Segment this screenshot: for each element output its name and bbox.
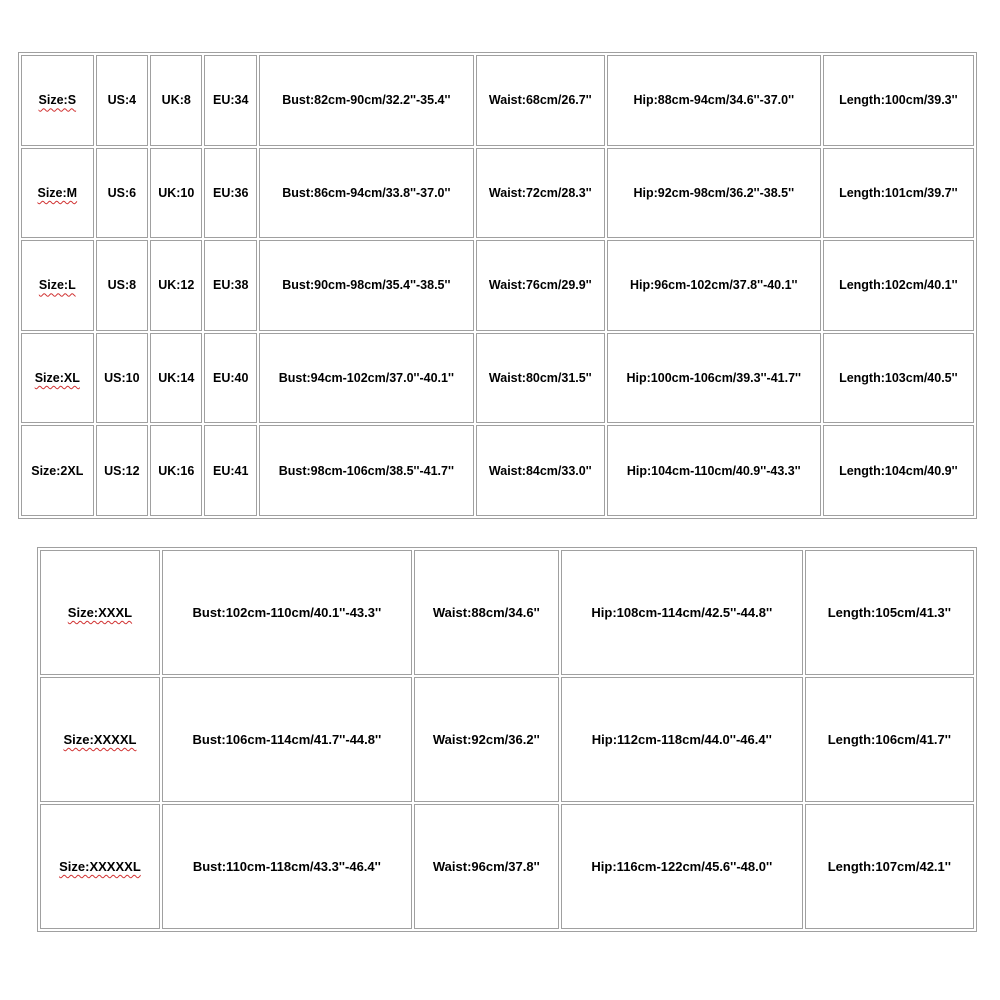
bust-value: Bust:106cm-114cm/41.7''-44.8'' xyxy=(192,732,382,747)
table-row xyxy=(40,677,974,802)
us-size-cell xyxy=(96,148,148,239)
bust-cell xyxy=(259,425,474,516)
bust-cell xyxy=(259,333,474,424)
size-cell xyxy=(21,333,94,424)
bust-value: Bust:102cm-110cm/40.1''-43.3'' xyxy=(192,605,382,620)
length-cell xyxy=(805,550,974,675)
us-size-cell xyxy=(96,333,148,424)
size-cell xyxy=(21,425,94,516)
eu-size-cell xyxy=(204,55,256,146)
size-cell xyxy=(21,55,94,146)
size-cell xyxy=(21,148,94,239)
waist-value: Waist:68cm/26.7'' xyxy=(488,93,592,108)
table-row xyxy=(21,333,974,424)
bust-cell xyxy=(259,148,474,239)
bust-cell xyxy=(259,55,474,146)
uk-size-value: UK:14 xyxy=(158,371,195,386)
length-cell xyxy=(823,333,974,424)
eu-size-value: EU:38 xyxy=(212,278,249,293)
waist-cell xyxy=(476,55,605,146)
uk-size-value: UK:10 xyxy=(158,185,195,200)
eu-size-value: EU:41 xyxy=(212,463,249,478)
us-size-value: US:8 xyxy=(107,278,137,293)
waist-cell xyxy=(476,148,605,239)
eu-size-cell xyxy=(204,148,256,239)
size-cell xyxy=(40,804,160,929)
size-value: Size:M xyxy=(37,185,78,200)
waist-cell xyxy=(476,333,605,424)
uk-size-cell xyxy=(150,333,202,424)
hip-cell xyxy=(607,148,821,239)
hip-value: Hip:116cm-122cm/45.6''-48.0'' xyxy=(591,859,773,874)
table-row xyxy=(21,55,974,146)
hip-cell xyxy=(561,550,803,675)
uk-size-cell xyxy=(150,148,202,239)
us-size-value: US:10 xyxy=(104,371,140,386)
bust-cell xyxy=(162,804,412,929)
length-value: Length:101cm/39.7'' xyxy=(839,185,958,200)
uk-size-value: UK:16 xyxy=(158,463,195,478)
waist-cell xyxy=(414,550,559,675)
table-row xyxy=(21,425,974,516)
waist-cell xyxy=(414,677,559,802)
size-value: Size:XXXXXL xyxy=(59,859,141,874)
hip-value: Hip:88cm-94cm/34.6''-37.0'' xyxy=(633,93,795,108)
bust-cell xyxy=(259,240,474,331)
waist-cell xyxy=(476,240,605,331)
length-cell xyxy=(805,677,974,802)
hip-cell xyxy=(561,804,803,929)
hip-value: Hip:100cm-106cm/39.3''-41.7'' xyxy=(626,371,801,386)
length-cell xyxy=(805,804,974,929)
bust-value: Bust:110cm-118cm/43.3''-46.4'' xyxy=(192,859,381,874)
bust-value: Bust:98cm-106cm/38.5''-41.7'' xyxy=(278,463,454,478)
waist-value: Waist:88cm/34.6'' xyxy=(432,605,540,620)
length-cell xyxy=(823,425,974,516)
hip-value: Hip:92cm-98cm/36.2''-38.5'' xyxy=(633,185,795,200)
hip-cell xyxy=(561,677,803,802)
bust-cell xyxy=(162,550,412,675)
length-value: Length:106cm/41.7'' xyxy=(827,732,951,747)
bust-value: Bust:94cm-102cm/37.0''-40.1'' xyxy=(278,371,454,386)
size-value: Size:XXXXL xyxy=(63,732,137,747)
size-chart-table-standard xyxy=(18,52,977,519)
uk-size-value: UK:8 xyxy=(161,93,191,108)
size-cell xyxy=(21,240,94,331)
us-size-value: US:12 xyxy=(104,463,140,478)
length-cell xyxy=(823,55,974,146)
hip-cell xyxy=(607,425,821,516)
size-cell xyxy=(40,677,160,802)
waist-value: Waist:80cm/31.5'' xyxy=(488,371,592,386)
length-cell xyxy=(823,240,974,331)
length-value: Length:107cm/42.1'' xyxy=(827,859,951,874)
uk-size-cell xyxy=(150,55,202,146)
table-row xyxy=(40,550,974,675)
length-cell xyxy=(823,148,974,239)
bust-value: Bust:86cm-94cm/33.8''-37.0'' xyxy=(282,185,451,200)
eu-size-cell xyxy=(204,240,256,331)
us-size-cell xyxy=(96,425,148,516)
length-value: Length:104cm/40.9'' xyxy=(839,463,958,478)
bust-value: Bust:90cm-98cm/35.4''-38.5'' xyxy=(282,278,451,293)
bust-cell xyxy=(162,677,412,802)
size-value: Size:S xyxy=(38,93,77,108)
length-value: Length:102cm/40.1'' xyxy=(839,278,958,293)
size-value: Size:L xyxy=(38,278,76,293)
waist-cell xyxy=(476,425,605,516)
waist-value: Waist:96cm/37.8'' xyxy=(432,859,540,874)
us-size-cell xyxy=(96,240,148,331)
eu-size-cell xyxy=(204,425,256,516)
us-size-value: US:4 xyxy=(107,93,137,108)
size-value: Size:XXXL xyxy=(67,605,133,620)
us-size-cell xyxy=(96,55,148,146)
hip-cell xyxy=(607,55,821,146)
eu-size-value: EU:40 xyxy=(212,371,249,386)
size-value: Size:2XL xyxy=(31,463,84,478)
hip-cell xyxy=(607,333,821,424)
eu-size-cell xyxy=(204,333,256,424)
uk-size-cell xyxy=(150,425,202,516)
size-value: Size:XL xyxy=(34,371,80,386)
length-value: Length:103cm/40.5'' xyxy=(839,371,958,386)
waist-value: Waist:84cm/33.0'' xyxy=(488,463,592,478)
eu-size-value: EU:34 xyxy=(212,93,249,108)
size-chart-table-plus xyxy=(37,547,977,932)
table-row xyxy=(21,240,974,331)
length-value: Length:100cm/39.3'' xyxy=(839,93,958,108)
hip-value: Hip:108cm-114cm/42.5''-44.8'' xyxy=(591,605,773,620)
uk-size-value: UK:12 xyxy=(158,278,195,293)
size-cell xyxy=(40,550,160,675)
hip-value: Hip:96cm-102cm/37.8''-40.1'' xyxy=(629,278,798,293)
hip-value: Hip:112cm-118cm/44.0''-46.4'' xyxy=(591,732,772,747)
waist-value: Waist:72cm/28.3'' xyxy=(488,185,592,200)
uk-size-cell xyxy=(150,240,202,331)
waist-value: Waist:92cm/36.2'' xyxy=(432,732,540,747)
table-row xyxy=(21,148,974,239)
waist-value: Waist:76cm/29.9'' xyxy=(488,278,592,293)
bust-value: Bust:82cm-90cm/32.2''-35.4'' xyxy=(282,93,451,108)
table-row xyxy=(40,804,974,929)
length-value: Length:105cm/41.3'' xyxy=(827,605,951,620)
hip-cell xyxy=(607,240,821,331)
us-size-value: US:6 xyxy=(107,185,137,200)
hip-value: Hip:104cm-110cm/40.9''-43.3'' xyxy=(626,463,801,478)
waist-cell xyxy=(414,804,559,929)
eu-size-value: EU:36 xyxy=(212,185,249,200)
